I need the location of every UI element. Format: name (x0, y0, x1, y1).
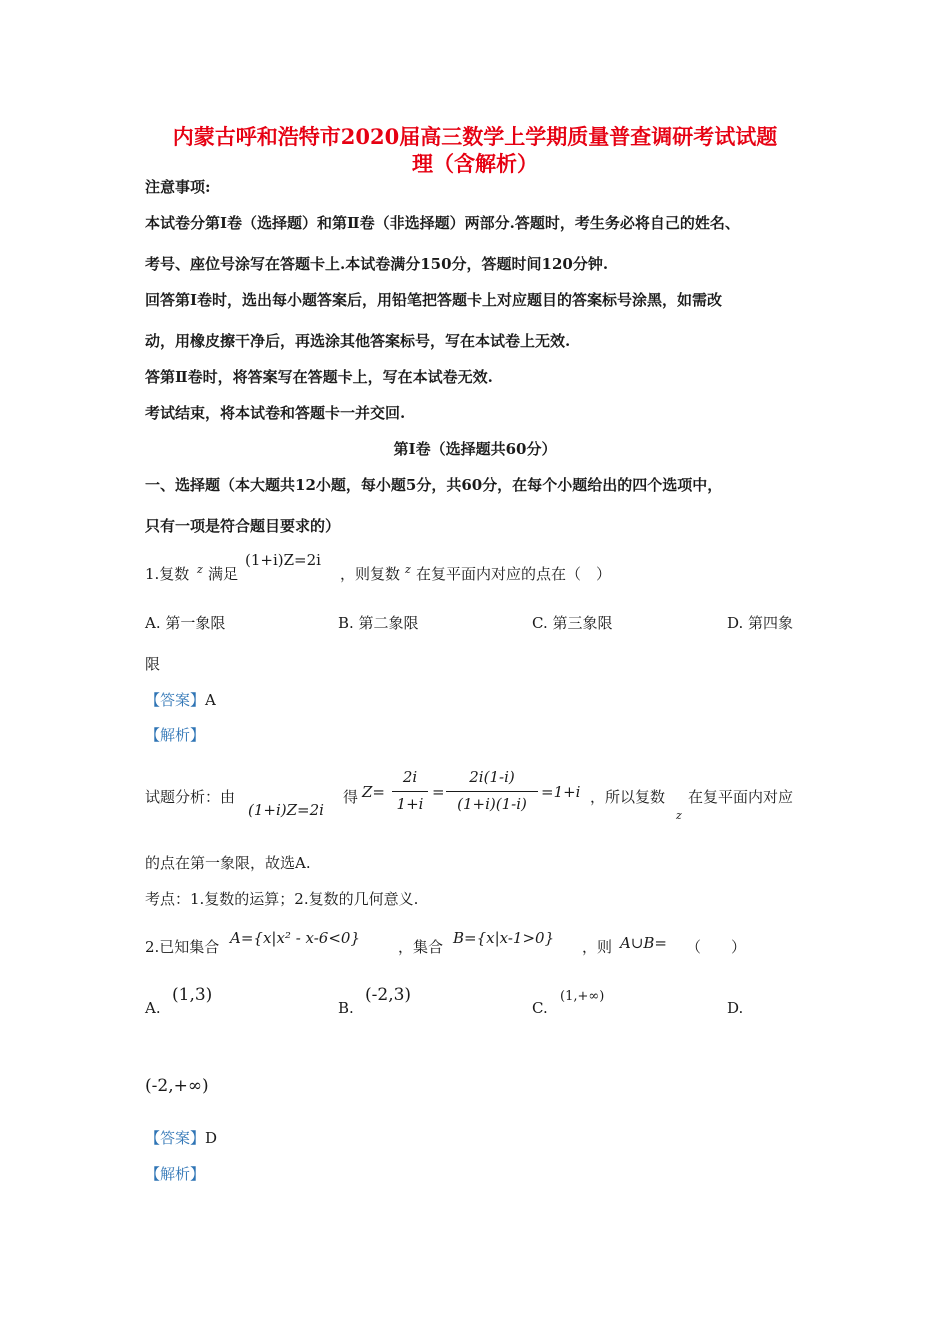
notice-paragraph-2a: 回答第Ⅰ卷时，选出每小题答案后，用铅笔把答题卡上对应题目的答案标号涂黑，如需改 (145, 291, 723, 309)
q1-answer-value: A (205, 691, 216, 709)
q1-answer (145, 690, 216, 710)
notice-heading: 注意事项: (145, 178, 211, 196)
q2-option-d-value: (-2,+∞) (145, 1076, 209, 1096)
notice-paragraph-1a: 本试卷分第Ⅰ卷（选择题）和第Ⅱ卷（非选择题）两部分.答题时，考生务必将自己的姓名、 (145, 214, 740, 232)
q2-option-c-value: (1,+∞) (560, 989, 605, 1004)
notice-paragraph-2b: 动，用橡皮擦干净后，再选涂其他答案标号，写在本试卷上无效. (145, 332, 571, 350)
q1-solution-de: 得 (343, 788, 359, 806)
q2-prefix: 2.已知集合 (145, 938, 220, 956)
q1-solution-Z: Z= (362, 783, 385, 801)
document-title-line2: 理（含解析） (412, 151, 538, 176)
q2-answer-label: 【答案】 (145, 1129, 206, 1147)
q1-solution-z: z (676, 809, 682, 822)
q2-mid: ，集合 (398, 938, 444, 956)
q2-union: A∪B= (620, 934, 667, 952)
section-heading: 第Ⅰ卷（选择题共60分） (393, 440, 557, 458)
q1-option-c: C. 第三象限 (532, 614, 613, 632)
q1-mid: 满足 (208, 565, 239, 583)
q1-option-d: D. 第四象 (727, 614, 794, 632)
q1-kaodian: 考点：1.复数的运算；2.复数的几何意义. (145, 890, 419, 908)
q2-option-a-value: (1,3) (172, 985, 213, 1005)
q1-option-b: B. 第二象限 (338, 614, 419, 632)
q1-solution-tail: 在复平面内对应 (688, 788, 794, 806)
q2-option-b-label: B. (338, 999, 354, 1017)
q2-option-a-label: A. (145, 999, 161, 1017)
q2-answer (145, 1128, 217, 1148)
q2-tail: ，则 (582, 938, 613, 956)
q1-solution-mid: ，所以复数 (590, 788, 666, 806)
notice-paragraph-3: 答第Ⅱ卷时，将答案写在答题卡上，写在本试卷无效. (145, 368, 493, 386)
q1-suffix-b: 在复平面内对应的点在（ ） (416, 565, 612, 583)
q2-set-a: A={x|x² - x-6<0} (230, 929, 360, 947)
q2-analysis-label: 【解析】 (145, 1165, 206, 1183)
q2-option-c-label: C. (532, 999, 548, 1017)
q2-option-b-value: (-2,3) (365, 985, 412, 1005)
q1-fraction-2-numerator: 2i(1-i) (469, 768, 515, 786)
q1-equation: (1+i)Z=2i (245, 551, 321, 569)
q1-equals-sign: = (432, 783, 445, 801)
section-description-a: 一、选择题（本大题共12小题，每小题5分，共60分，在每个小题给出的四个选项中， (145, 476, 723, 494)
q1-solution-line2: 的点在第一象限，故选A. (145, 854, 311, 872)
q1-option-d-wrap: 限 (145, 655, 161, 673)
q1-answer-label: 【答案】 (145, 691, 206, 709)
q1-prefix: 1.复数 (145, 565, 190, 583)
q1-solution-prefix: 试题分析：由 (145, 788, 236, 806)
q1-fraction-2-denominator: (1+i)(1-i) (457, 795, 527, 813)
q1-solution-result: =1+i (541, 783, 581, 801)
document-title-line1: 内蒙古呼和浩特市2020届高三数学上学期质量普查调研考试试题 (172, 124, 778, 149)
q1-variable-z: z (197, 563, 203, 576)
notice-paragraph-4: 考试结束，将本试卷和答题卡一并交回. (145, 404, 406, 422)
q1-analysis-label: 【解析】 (145, 726, 206, 744)
q2-paren: （ ） (686, 938, 747, 956)
q1-variable-z-2: z (405, 563, 411, 576)
q2-answer-value: D (205, 1129, 218, 1147)
q2-option-d-label: D. (727, 999, 744, 1017)
q1-fraction-1-numerator: 2i (402, 768, 418, 786)
q1-fraction-2-bar (446, 791, 538, 792)
q1-option-a: A. 第一象限 (145, 614, 226, 632)
notice-paragraph-1b: 考号、座位号涂写在答题卡上.本试卷满分150分，答题时间120分钟. (145, 255, 609, 273)
q1-suffix-a: ，则复数 (340, 565, 401, 583)
q2-set-b: B={x|x-1>0} (453, 929, 555, 947)
q1-fraction-1-bar (392, 791, 428, 792)
section-description-b: 只有一项是符合题目要求的） (145, 517, 341, 535)
q1-fraction-1-denominator: 1+i (396, 795, 424, 813)
q1-solution-equation: (1+i)Z=2i (248, 801, 324, 819)
